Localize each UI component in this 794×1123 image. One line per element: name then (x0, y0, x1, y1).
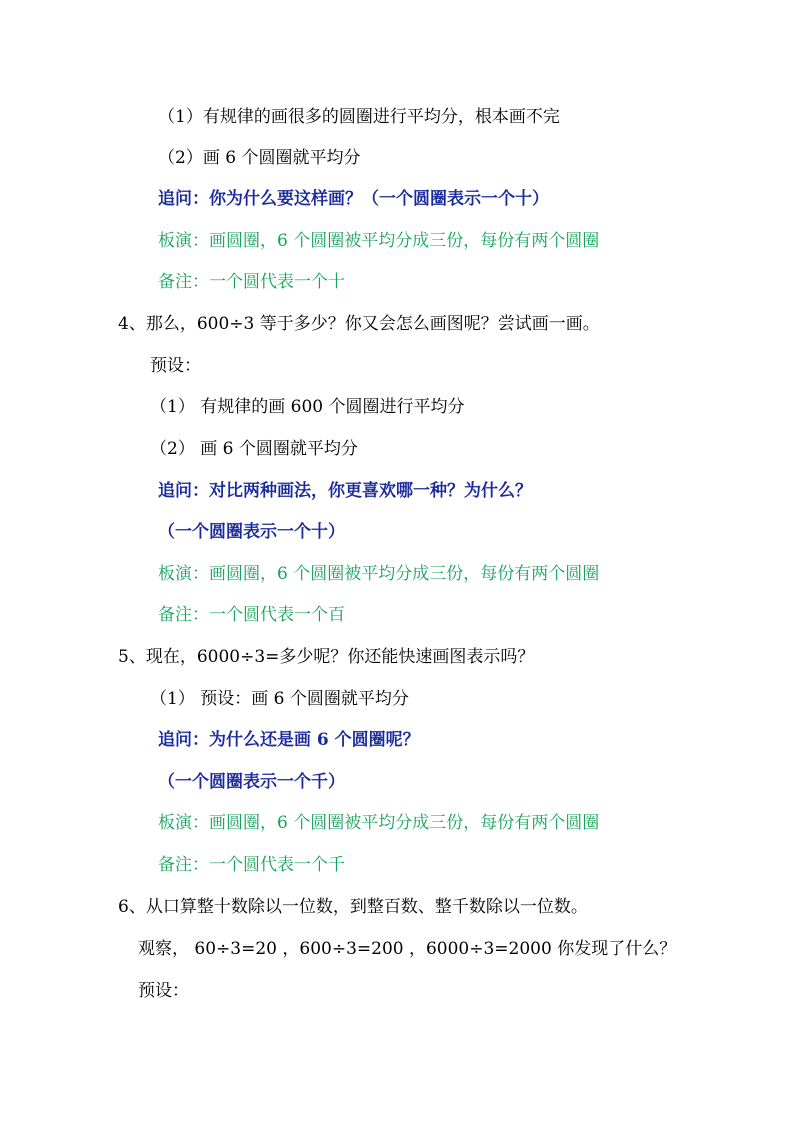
question-4-heading: 4、那么，600÷3 等于多少？你又会怎么画图呢？尝试画一画。 (118, 314, 600, 334)
preset-1-line: （1） 预设：画 6 个圆圈就平均分 (150, 689, 409, 709)
preset-2-line: （2） 画 6 个圆圈就平均分 (150, 439, 358, 459)
follow-up-note: （一个圆圈表示一个十） (158, 522, 345, 542)
remark-note: 备注：一个圆代表一个十 (158, 272, 345, 292)
follow-up-note: （一个圆圈表示一个千） (158, 772, 345, 792)
preset-1-line: （1）有规律的画很多的圆圈进行平均分，根本画不完 (158, 107, 560, 127)
preset-label: 预设： (150, 356, 201, 376)
question-5-heading: 5、现在，6000÷3=多少呢？你还能快速画图表示吗？ (118, 647, 535, 667)
preset-label: 预设： (138, 981, 189, 1001)
board-demo-note: 板演：画圆圈，6 个圆圈被平均分成三份，每份有两个圆圈 (158, 813, 600, 833)
follow-up-question: 追问：为什么还是画 6 个圆圈呢？ (158, 730, 420, 750)
follow-up-question: 追问：对比两种画法，你更喜欢哪一种？为什么？ (158, 481, 532, 501)
remark-note: 备注：一个圆代表一个千 (158, 855, 345, 875)
board-demo-note: 板演：画圆圈，6 个圆圈被平均分成三份，每份有两个圆圈 (158, 564, 600, 584)
follow-up-question: 追问：你为什么要这样画？（一个圆圈表示一个十） (158, 189, 549, 209)
observation-line: 观察， 60÷3=20 ，600÷3=200 ，6000÷3=2000 你发现了什么？ (138, 939, 677, 959)
board-demo-note: 板演：画圆圈，6 个圆圈被平均分成三份，每份有两个圆圈 (158, 231, 600, 251)
preset-1-line: （1） 有规律的画 600 个圆圈进行平均分 (150, 397, 465, 417)
question-6-heading: 6、从口算整十数除以一位数，到整百数、整千数除以一位数。 (118, 897, 588, 917)
preset-2-line: （2）画 6 个圆圈就平均分 (158, 148, 361, 168)
remark-note: 备注：一个圆代表一个百 (158, 605, 345, 625)
